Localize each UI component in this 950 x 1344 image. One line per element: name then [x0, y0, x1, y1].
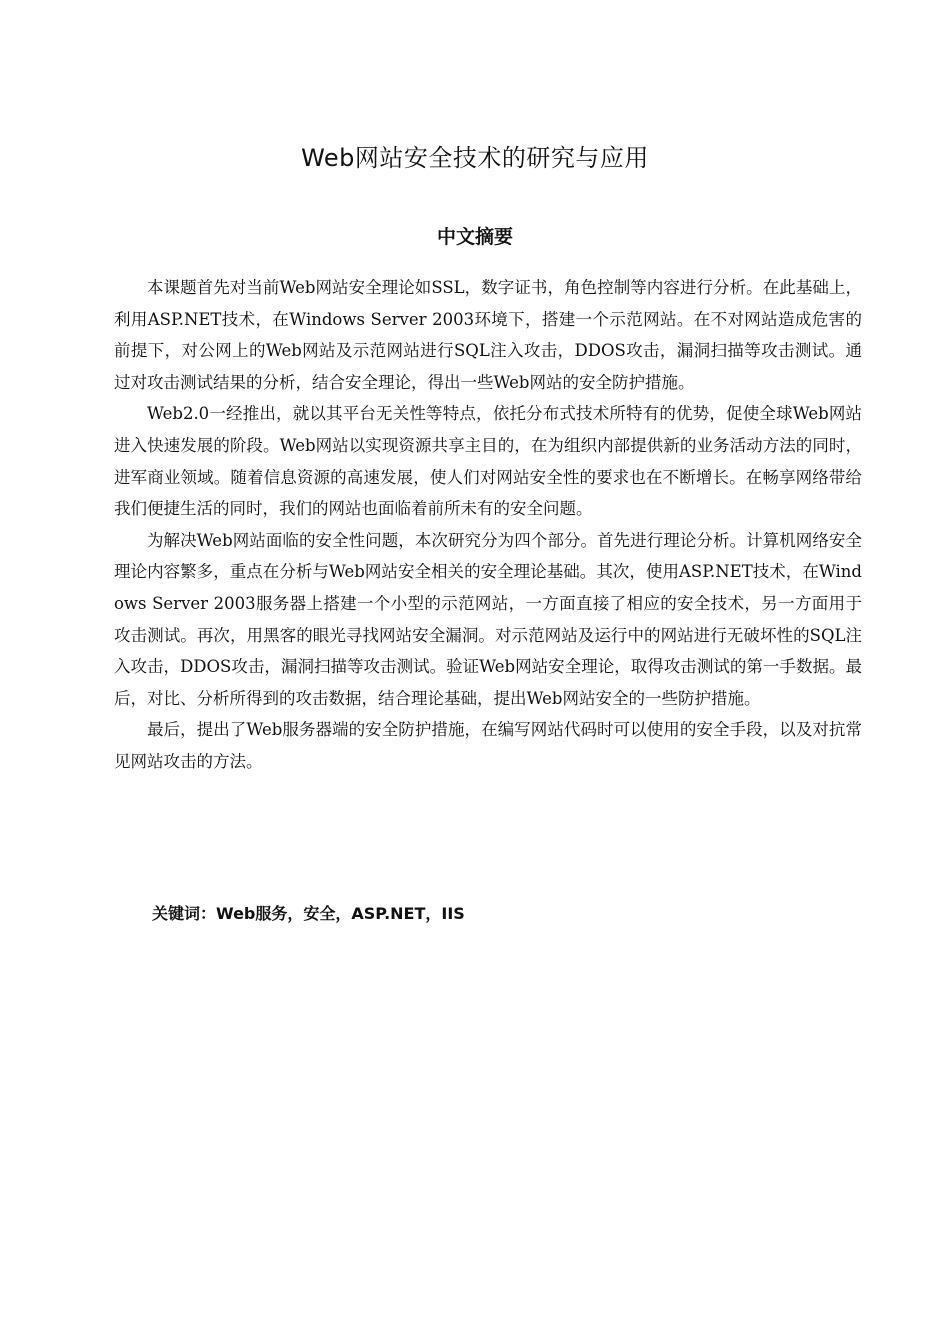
abstract-paragraph: 最后，提出了Web服务器端的安全防护措施，在编写网站代码时可以使用的安全手段，以及对抗常见网站攻击的方法。 [114, 720, 862, 771]
keywords-line: 关键词：Web服务，安全，ASP.NET，IIS [152, 904, 465, 923]
abstract-body [114, 272, 862, 778]
abstract-paragraph: 本课题首先对当前Web网站安全理论如SSL，数字证书，角色控制等内容进行分析。在此基础上，利用ASP.NET技术，在Windows Server 2003环境下，搭建一个示范网站。在不对网站造成危害的前提下，对公网上的Web网站及示范网站进行SQL注入攻击，DDOS攻击，漏洞扫描等攻击测试。通过对攻击测试结果的分析，结合安全理论，得出一些Web网站的安全防护措施。 [114, 278, 862, 392]
abstract-paragraph: Web2.0一经推出，就以其平台无关性等特点，依托分布式技术所特有的优势，促使全球Web网站进入快速发展的阶段。Web网站以实现资源共享主目的，在为组织内部提供新的业务活动方法的同时，进军商业领域。随着信息资源的高速发展，使人们对网站安全性的要求也在不断增长。在畅享网络带给我们便捷生活的同时，我们的网站也面临着前所未有的安全问题。 [114, 404, 862, 519]
document-title: Web网站安全技术的研究与应用 [301, 144, 649, 172]
abstract-heading: 中文摘要 [436, 226, 513, 248]
abstract-paragraph: 为解决Web网站面临的安全性问题，本次研究分为四个部分。首先进行理论分析。计算机网络安全理论内容繁多，重点在分析与Web网站安全相关的安全理论基础。其次，使用ASP.NET技术，在Windows Server 2003服务器上搭建一个小型的示范网站，一方面直接了相应的安全技术，另一方面用于攻击测试。再次，用黑客的眼光寻找网站安全漏洞。对示范网站及运行中的网站进行无破坏性的SQL注入攻击，DDOS攻击，漏洞扫描等攻击测试。验证Web网站安全理论，取得攻击测试的第一手数据。最后，对比、分析所得到的攻击数据，结合理论基础，提出Web网站安全的一些防护措施。 [114, 530, 862, 708]
